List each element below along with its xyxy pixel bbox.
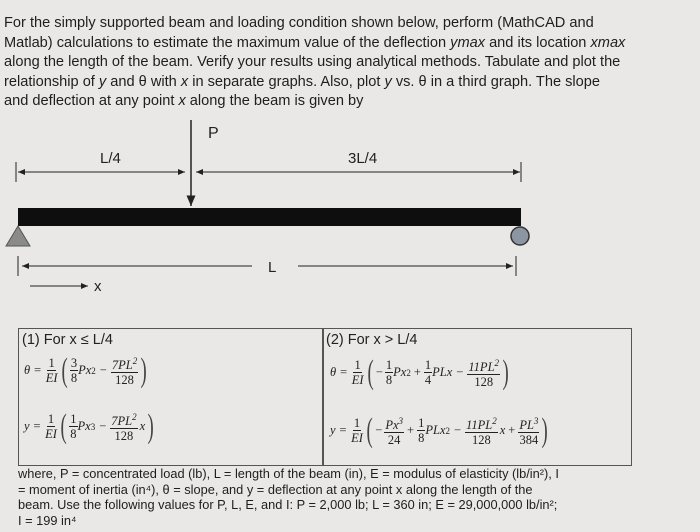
term: 11PL bbox=[468, 360, 495, 375]
term: 7PL bbox=[111, 414, 133, 429]
y-symbol: y bbox=[98, 73, 107, 90]
coefficient bbox=[70, 356, 78, 385]
right-paren: ) bbox=[140, 351, 147, 389]
theta-lhs: θ = bbox=[24, 363, 42, 378]
numerator bbox=[518, 414, 539, 433]
coefficient bbox=[69, 412, 77, 441]
term: x bbox=[499, 423, 506, 438]
numerator: 1 bbox=[353, 416, 361, 431]
denominator: 8 bbox=[70, 427, 77, 442]
left-paren: ( bbox=[366, 411, 373, 449]
coefficient bbox=[351, 358, 365, 387]
term: x bbox=[139, 419, 146, 434]
intro-text: and its location bbox=[485, 34, 591, 51]
numerator bbox=[465, 414, 498, 433]
intro-line-3: along the length of the beam. Verify your results using analytical methods. Tabulate and plot the bbox=[4, 54, 621, 70]
denominator: 8 bbox=[70, 371, 78, 386]
operator: − bbox=[99, 419, 107, 434]
operator: − bbox=[453, 423, 462, 438]
denominator: 384 bbox=[519, 433, 539, 448]
coefficient bbox=[385, 358, 393, 387]
operator: + bbox=[413, 365, 421, 380]
x-symbol: x bbox=[178, 93, 186, 109]
case-2-title: (2) For x > L/4 bbox=[326, 332, 418, 348]
numerator: 1 bbox=[47, 412, 55, 427]
operator: − bbox=[99, 363, 107, 378]
numerator bbox=[467, 356, 500, 375]
load-label: P bbox=[208, 125, 219, 142]
left-span-label: L/4 bbox=[100, 150, 121, 167]
intro-text: Matlab) calculations to estimate the maximum value of the deflection bbox=[4, 34, 451, 51]
term: Px bbox=[393, 365, 407, 380]
intro-text: vs. θ in a third graph. The slope bbox=[391, 73, 600, 90]
exponent: 2 bbox=[132, 412, 137, 422]
y-symbol: y bbox=[384, 73, 392, 90]
definitions-line-4: I = 199 in⁴ bbox=[18, 512, 77, 528]
intro-line-1: For the simply supported beam and loading condition shown below, perform (MathCAD and bbox=[4, 15, 594, 31]
denominator: 8 bbox=[385, 373, 393, 388]
ymax-symbol: ymax bbox=[450, 34, 486, 51]
y-lhs: y = bbox=[24, 419, 42, 434]
term: Px bbox=[385, 418, 399, 433]
intro-text: in separate graphs. Also, plot bbox=[188, 73, 385, 90]
intro-text: and θ with bbox=[106, 73, 181, 90]
exponent: 2 bbox=[132, 356, 138, 366]
right-paren: ) bbox=[147, 407, 154, 445]
coefficient bbox=[424, 358, 432, 387]
numerator bbox=[111, 354, 138, 373]
numerator: 1 bbox=[385, 358, 393, 373]
numerator: 3 bbox=[70, 356, 78, 371]
right-paren: ) bbox=[502, 353, 509, 391]
exponent: 3 bbox=[533, 416, 539, 426]
left-paren: ( bbox=[367, 353, 374, 391]
coefficient bbox=[518, 414, 539, 447]
coefficient bbox=[384, 414, 404, 447]
roller-support bbox=[511, 227, 529, 245]
intro-text: along the beam is given by bbox=[185, 93, 364, 109]
left-paren: ( bbox=[61, 351, 68, 389]
length-label: L bbox=[268, 259, 277, 276]
y-lhs: y = bbox=[330, 423, 348, 438]
denominator: 4 bbox=[424, 373, 432, 388]
case-2-deflection-equation bbox=[330, 411, 551, 449]
beam-diagram bbox=[0, 120, 700, 325]
definitions-paragraph bbox=[18, 466, 690, 528]
right-span-label: 3L/4 bbox=[348, 150, 378, 167]
exponent: 3 bbox=[90, 421, 96, 432]
denominator: 128 bbox=[114, 429, 134, 444]
exponent: 2 bbox=[91, 365, 96, 376]
x-symbol: x bbox=[180, 73, 189, 90]
numerator: 1 bbox=[48, 356, 55, 371]
intro-text: and deflection at any point bbox=[4, 93, 179, 109]
denominator: EI bbox=[45, 427, 57, 442]
definitions-line-3: beam. Use the following values for P, L, E, and I: P = 2,000 lb; L = 360 in; E = 29,000,000 lb/in²; bbox=[18, 497, 558, 513]
xmax-symbol: xmax bbox=[590, 34, 626, 51]
term: PL bbox=[519, 418, 534, 433]
numerator: 1 bbox=[354, 358, 361, 373]
right-paren: ) bbox=[541, 411, 549, 449]
term: Px bbox=[78, 363, 92, 378]
numerator: 1 bbox=[70, 412, 77, 427]
numerator bbox=[110, 410, 137, 429]
exponent: 2 bbox=[492, 416, 497, 426]
term: 7PL bbox=[111, 358, 133, 373]
coefficient bbox=[110, 410, 137, 443]
case-1-box bbox=[18, 328, 324, 466]
numerator bbox=[384, 414, 404, 433]
case-1-title: (1) For x ≤ L/4 bbox=[22, 332, 113, 348]
case-1-slope-equation bbox=[24, 351, 150, 389]
denominator: 24 bbox=[387, 433, 401, 448]
denominator: 8 bbox=[418, 431, 425, 446]
numerator: 1 bbox=[424, 358, 432, 373]
pin-support bbox=[6, 226, 30, 246]
intro-line-5 bbox=[4, 92, 696, 112]
x-label: x bbox=[94, 278, 102, 295]
theta-lhs: θ = bbox=[330, 365, 348, 380]
problem-statement bbox=[4, 14, 696, 112]
intro-line-4 bbox=[4, 73, 696, 93]
exponent: 2 bbox=[494, 358, 500, 368]
denominator: EI bbox=[45, 371, 58, 386]
denominator: EI bbox=[351, 431, 363, 446]
term: PLx bbox=[432, 365, 453, 380]
term: Px bbox=[77, 419, 91, 434]
case-2-slope-equation bbox=[330, 353, 511, 391]
denominator: 128 bbox=[474, 375, 494, 390]
exponent: 2 bbox=[406, 367, 411, 378]
exponent: 2 bbox=[445, 425, 450, 436]
exponent: 3 bbox=[398, 416, 403, 426]
definitions-line-2: = moment of inertia (in⁴), θ = slope, and y = deflection at any point x along the length of the bbox=[18, 481, 533, 497]
denominator: EI bbox=[351, 373, 364, 388]
term: PLx bbox=[425, 423, 446, 438]
intro-text: relationship of bbox=[4, 73, 99, 90]
coefficient bbox=[44, 412, 58, 441]
coefficient bbox=[350, 416, 364, 445]
coefficient bbox=[45, 356, 59, 385]
intro-line-2 bbox=[4, 34, 696, 54]
case-1-deflection-equation bbox=[24, 407, 156, 445]
term: 11PL bbox=[466, 418, 493, 433]
operator: − bbox=[456, 365, 464, 380]
numerator: 1 bbox=[418, 416, 425, 431]
operator: + bbox=[508, 423, 516, 438]
operator: − bbox=[375, 365, 383, 380]
coefficient bbox=[467, 356, 500, 389]
operator: − bbox=[375, 423, 383, 438]
operator: + bbox=[407, 423, 415, 438]
beam bbox=[18, 208, 521, 226]
left-paren: ( bbox=[60, 407, 67, 445]
definitions-line-1: where, P = concentrated load (lb), L = length of the beam (in), E = modulus of elasticity (lb/in²), I bbox=[18, 466, 559, 481]
coefficient bbox=[111, 354, 138, 387]
denominator: 128 bbox=[115, 373, 134, 388]
denominator: 128 bbox=[471, 433, 491, 448]
coefficient bbox=[465, 414, 498, 447]
